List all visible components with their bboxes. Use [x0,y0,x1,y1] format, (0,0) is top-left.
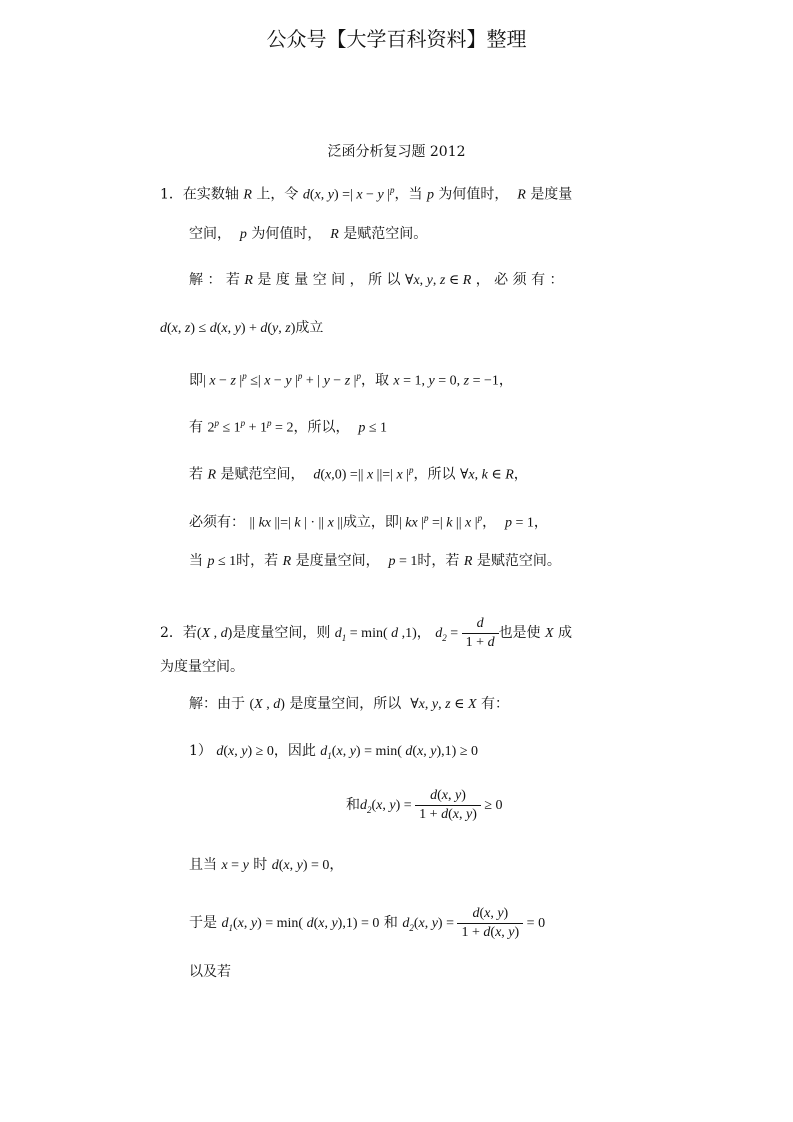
identity-result: 于是 $d_1(x$, y) = min( d(x, y),1) = 0 和 $d_2(x$, y) = $\frac{d(x, y)}{1 + d(x, y)}$ = 0 [189,906,546,940]
document-title: 泛函分析复习题 2012 [327,144,466,160]
p-bound: 有 $2^p \le 1^p + 1^p = 2$，所以， p ≤ 1 [189,418,388,436]
identity-condition: 且当 x = y 时 d(x, y) = 0， [189,857,344,873]
problem-1-conclusion: 当 p ≤ 1时，若 R 是度量空间， p = 1时，若 R 是赋范空间。 [189,553,561,569]
inequality-expanded: 即| x − z $|^p$ ≤| x − y $|^p$ + | y − z $|^p$，取 x = 1, y = 0, z = −1， [189,371,513,389]
d2-nonnegativity: 和$d_2(x$, y) = $\frac{d(x, y)}{1 + d(x, y)}$ ≥ 0 [346,788,503,822]
triangle-inequality: d(x, z) ≤ d(x, y) + d(y, z)成立 [160,320,324,336]
step-1-nonnegativity: 1） d(x, y) ≥ 0，因此 $d_1(x$, y) = min( d(x, y),1) ≥ 0 [189,743,479,761]
problem-1-solution-intro: 解 ： 若 R 是 度 量 空 间 ， 所 以 ∀x, y, z ∈ R ， 必 须 有 ： [189,272,564,288]
problem-2-statement-cont: 为度量空间。 [160,659,244,675]
problem-1-statement-cont: 空间， p 为何值时， R 是赋范空间。 [189,226,428,242]
problem-2-statement: 2．若(X , d)是度量空间，则 $d_1 = \min$( d ,1)， $d_2$ = $\frac{d}{1 + d}$ 也是使 X 成 [160,615,573,650]
continuation-text: 以及若 [189,964,231,980]
page-header: 公众号【大学百科资料】整理 [266,27,527,51]
normed-space-case: 若 R 是赋范空间， d(x,0) =|| x ||=| x $|^p$，所以 ∀x, k ∈ R， [189,465,528,483]
problem-2-solution-intro: 解：由于 (X , d) 是度量空间，所以 ∀x, y, z ∈ X 有： [189,696,509,712]
homogeneity: 必须有： || kx ||=| k | · || x ||成立，即| kx $|^p$ =| k || x $|^p$， p = 1， [189,513,548,531]
problem-1-statement: 1．在实数轴 R 上，令 d(x, y) =| x − y $|^p$，当 p 为何值时， R 是度量 [160,185,573,203]
